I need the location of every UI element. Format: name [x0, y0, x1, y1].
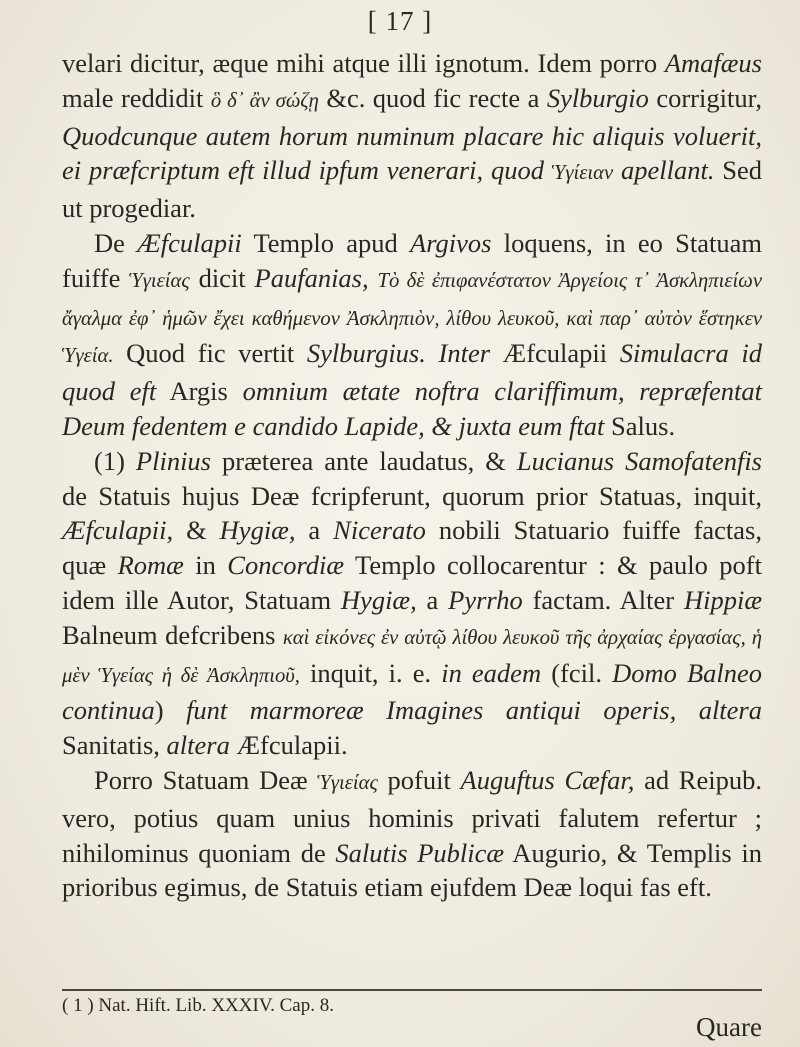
- paragraph: [62, 46, 762, 226]
- italic-text: apellant.: [620, 155, 715, 186]
- page-number: [ 17 ]: [367, 6, 433, 36]
- italic-text: Argivos: [410, 227, 492, 258]
- text-run: nobili Statuario fuiffe factas, quæ: [62, 515, 762, 581]
- text-run: Templo apud: [241, 227, 411, 258]
- text-run: factam. Alter: [522, 584, 684, 615]
- italic-text: Salutis Publicæ: [335, 837, 505, 868]
- greek-quotation: καὶ εἰκόνες ἐν αὐτῷ λίθου λευκοῦ τῆς ἀρχαίας ἐργασίας, ἡ μὲν Ὑγείας ἡ δὲ Ἀσκληπιοῦ,: [62, 626, 762, 687]
- text-run: Templo collocarentur : & paulo poft idem ille Autor, Statuam: [62, 550, 762, 615]
- text-run: a: [416, 584, 449, 615]
- text-run: Æfculapii: [490, 338, 620, 369]
- italic-text: Hippiæ: [683, 584, 762, 615]
- italic-text: Romæ: [117, 550, 184, 581]
- paragraph: [62, 226, 762, 444]
- italic-text: Auguftus Cæfar,: [460, 764, 635, 795]
- text-run: Sed ut progediar.: [62, 155, 763, 224]
- text-run: Sanitatis,: [62, 730, 167, 761]
- text-run: Porro Statuam Deæ: [94, 764, 318, 795]
- body-text: [62, 46, 762, 905]
- text-run: [613, 155, 621, 185]
- italic-text: Quodcunque autem horum numinum placare hic aliquis voluerit, ei præfcriptum eft illud ipfum venerari, quod: [62, 120, 762, 186]
- text-run: de Statuis hujus Deæ fcripferunt, quorum prior Statuas, inquit,: [62, 480, 762, 511]
- text-run: Balneum defcribens: [62, 619, 283, 650]
- italic-text: Hygiæ,: [219, 515, 296, 546]
- italic-text: altera: [166, 730, 230, 761]
- italic-text: Paufanias,: [254, 262, 369, 293]
- text-run: (1): [94, 445, 136, 476]
- text-run: ): [154, 695, 187, 726]
- text-run: Augurio, & Templis in prioribus egimus, de Statuis etiam ejufdem Deæ loqui fas eft.: [62, 837, 763, 903]
- italic-text: Amafæus: [664, 48, 762, 78]
- italic-text: Pyrrho: [448, 584, 523, 615]
- italic-text: Nicerato: [333, 515, 426, 546]
- footnote-divider: [62, 989, 762, 991]
- greek-quotation: Ὑγίειαν: [551, 162, 614, 185]
- italic-text: in eadem: [441, 657, 542, 688]
- greek-quotation: ὃ δ᾽ ἂν σώζῃ: [210, 89, 319, 112]
- text-run: (fcil.: [541, 657, 613, 688]
- greek-quotation: Ὑγιείας: [129, 269, 190, 292]
- italic-text: omnium ætate noftra clariffimum, repræfentat Deum fedentem e candido Lapide, & juxta eum ftat: [62, 376, 762, 441]
- greek-quotation: Τὸ δὲ ἐπιφανέστατον Ἀργείοις τ᾽ Ἀσκληπιείων ἄγαλμα ἐφ᾽ ἡμῶν ἔχει καθήμενον Ἀσκληπιὸν, λίθου λευκοῦ, καὶ παρ᾽ αὐτὸν ἕστηκεν Ὑγεία.: [62, 269, 762, 368]
- text-run: Salus.: [604, 410, 676, 441]
- italic-text: Plinius: [135, 445, 211, 476]
- text-run: De: [94, 227, 138, 258]
- text-run: a: [295, 515, 334, 546]
- text-run: inquit, i. e.: [299, 657, 442, 688]
- italic-text: funt marmoreæ Imagines antiqui operis, altera: [186, 695, 762, 726]
- paragraph: [62, 444, 762, 763]
- italic-text: Concordiæ: [227, 550, 345, 581]
- text-run: loquens, in eo Statuam fuiffe: [62, 227, 763, 293]
- footnote: ( 1 ) Nat. Hift. Lib. XXXIV. Cap. 8.: [62, 995, 334, 1016]
- text-run: [544, 155, 552, 185]
- italic-text: Sylburgius. Inter: [306, 338, 491, 369]
- text-run: præterea ante laudatus, &: [211, 445, 517, 476]
- text-run: &c. quod fic recte a: [318, 82, 547, 113]
- text-run: &: [173, 515, 220, 546]
- text-run: Quod fic vertit: [113, 338, 307, 369]
- text-run: dicit: [189, 262, 255, 293]
- text-run: corrigitur,: [648, 82, 762, 113]
- italic-text: Domo Balneo continua: [62, 657, 763, 726]
- italic-text: Lucianus Samofatenfis: [516, 445, 762, 476]
- text-run: in: [183, 550, 228, 581]
- italic-text: Simulacra id quod eft: [62, 338, 762, 407]
- italic-text: Hygiæ,: [340, 584, 417, 615]
- text-run: Æfculapii.: [229, 730, 348, 761]
- text-run: velari dicitur, æque mihi atque illi ignotum. Idem porro: [62, 48, 665, 78]
- italic-text: Sylburgio: [546, 82, 649, 113]
- greek-quotation: Ὑγιείας: [317, 771, 378, 794]
- catchword: Quare: [696, 1012, 762, 1042]
- paragraph: [62, 763, 762, 905]
- text-run: male reddidit: [62, 82, 211, 113]
- text-run: ad Reipub. vero, potius quam unius hominis privati falutem refertur ; nihilominus quoniam de: [62, 764, 762, 868]
- italic-text: Æfculapii,: [62, 515, 174, 546]
- italic-text: Æfculapii: [137, 227, 242, 258]
- text-run: pofuit: [377, 764, 461, 795]
- text-run: Argis: [156, 376, 243, 407]
